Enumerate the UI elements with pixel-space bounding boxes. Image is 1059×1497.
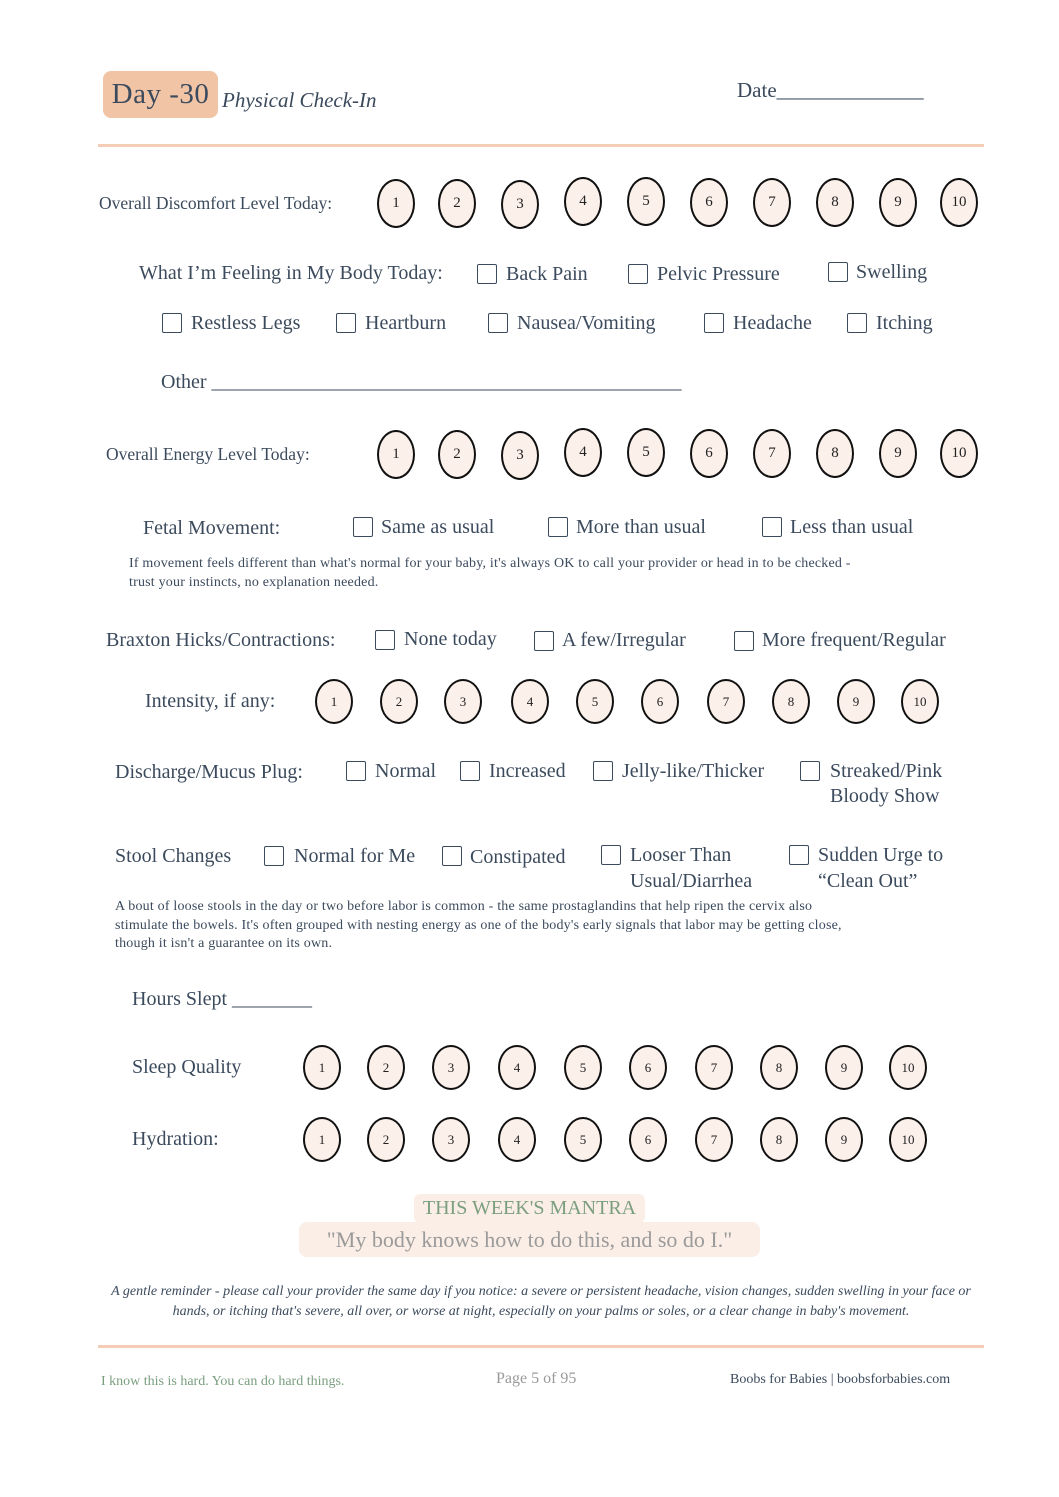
stool-constipated-label: Constipated: [470, 846, 566, 868]
discharge-jelly-checkbox[interactable]: [593, 761, 613, 781]
sleep-quality-option[interactable]: 10: [889, 1045, 927, 1090]
energy-option[interactable]: 2: [438, 430, 476, 479]
braxton-none-checkbox[interactable]: [375, 630, 395, 650]
fetal-same-label: Same as usual: [381, 516, 495, 538]
itching-label: Itching: [876, 312, 933, 334]
day-badge: Day -30: [103, 71, 218, 118]
headache-label: Headache: [733, 312, 812, 334]
footer-brand: Boobs for Babies | boobsforbabies.com: [730, 1372, 951, 1387]
swelling-label: Swelling: [856, 261, 928, 283]
hours-slept-field[interactable]: Hours Slept ________: [132, 988, 312, 1010]
intensity-option[interactable]: 2: [380, 679, 418, 724]
braxton-label: Braxton Hicks/Contractions:: [106, 629, 336, 651]
intensity-option[interactable]: 4: [511, 679, 549, 724]
stool-note-line-3: though it isn't a guarantee on its own.: [115, 936, 333, 951]
fetal-same-checkbox[interactable]: [353, 517, 373, 537]
braxton-none-label: None today: [404, 628, 497, 650]
stool-normal-checkbox[interactable]: [264, 846, 284, 866]
other-field[interactable]: Other _______________________________________________: [161, 371, 682, 393]
stool-urge-label: Sudden Urge to: [818, 844, 944, 866]
nausea-checkbox[interactable]: [488, 313, 508, 333]
energy-label: Overall Energy Level Today:: [106, 444, 310, 464]
stool-constipated-checkbox[interactable]: [442, 846, 462, 866]
sleep-quality-option[interactable]: 2: [367, 1045, 405, 1090]
intensity-option[interactable]: 5: [576, 679, 614, 724]
stool-looser-label-line-2: Usual/Diarrhea: [630, 870, 753, 892]
back-pain-checkbox[interactable]: [477, 264, 497, 284]
mantra-text: "My body knows how to do this, and so do I.": [299, 1222, 760, 1257]
stool-urge-checkbox[interactable]: [789, 845, 809, 865]
fetal-less-checkbox[interactable]: [762, 517, 782, 537]
intensity-option[interactable]: 9: [837, 679, 875, 724]
discomfort-option[interactable]: 6: [690, 178, 728, 227]
swelling-checkbox[interactable]: [828, 262, 848, 282]
braxton-frequent-checkbox[interactable]: [734, 631, 754, 651]
hydration-option[interactable]: 9: [825, 1117, 863, 1162]
hydration-option[interactable]: 10: [889, 1117, 927, 1162]
stool-label: Stool Changes: [115, 845, 232, 867]
pelvic-pressure-checkbox[interactable]: [628, 264, 648, 284]
date-field[interactable]: Date______________: [737, 78, 924, 102]
stool-note-line-1: A bout of loose stools in the day or two before labor is common - the same prostaglandins that help ripen the cervix also: [115, 899, 813, 914]
discharge-streaked-checkbox[interactable]: [800, 761, 820, 781]
discharge-increased-checkbox[interactable]: [460, 761, 480, 781]
discomfort-option[interactable]: 3: [501, 180, 539, 229]
discharge-normal-label: Normal: [375, 760, 437, 782]
hydration-option[interactable]: 4: [498, 1117, 536, 1162]
restless-legs-checkbox[interactable]: [162, 313, 182, 333]
sleep-quality-option[interactable]: 5: [564, 1045, 602, 1090]
hydration-option[interactable]: 7: [695, 1117, 733, 1162]
hydration-option[interactable]: 5: [564, 1117, 602, 1162]
stool-note-line-2: stimulate the bowels. It's often grouped with nesting energy as one of the body's early signals that labor may be getting close,: [115, 918, 842, 933]
intensity-option[interactable]: 3: [444, 679, 482, 724]
headache-checkbox[interactable]: [704, 313, 724, 333]
energy-option[interactable]: 5: [627, 428, 665, 477]
stool-urge-label-line-2: “Clean Out”: [818, 870, 918, 892]
footer-divider: [98, 1345, 984, 1348]
sleep-quality-option[interactable]: 1: [303, 1045, 341, 1090]
discharge-label: Discharge/Mucus Plug:: [115, 761, 303, 783]
discomfort-option[interactable]: 5: [627, 177, 665, 226]
intensity-option[interactable]: 10: [901, 679, 939, 724]
sleep-quality-option[interactable]: 8: [760, 1045, 798, 1090]
discharge-jelly-label: Jelly-like/Thicker: [622, 760, 765, 782]
mantra-heading: THIS WEEK'S MANTRA: [414, 1194, 645, 1223]
fetal-less-label: Less than usual: [790, 516, 914, 538]
energy-option[interactable]: 6: [690, 429, 728, 478]
fetal-note-line-2: trust your instincts, no explanation needed.: [129, 575, 379, 590]
discharge-increased-label: Increased: [489, 760, 566, 782]
energy-option[interactable]: 1: [377, 430, 415, 479]
discharge-streaked-label: Streaked/Pink: [830, 760, 943, 782]
page-number: Page 5 of 95: [496, 1370, 577, 1387]
heartburn-label: Heartburn: [365, 312, 447, 334]
sleep-quality-option[interactable]: 7: [695, 1045, 733, 1090]
pelvic-pressure-label: Pelvic Pressure: [657, 263, 780, 285]
page-subtitle: Physical Check-In: [222, 88, 377, 112]
sleep-quality-label: Sleep Quality: [132, 1056, 242, 1078]
intensity-option[interactable]: 1: [315, 679, 353, 724]
itching-checkbox[interactable]: [847, 313, 867, 333]
sleep-quality-option[interactable]: 4: [498, 1045, 536, 1090]
discomfort-option[interactable]: 7: [753, 178, 791, 227]
sleep-quality-option[interactable]: 9: [825, 1045, 863, 1090]
stool-normal-label: Normal for Me: [294, 845, 416, 867]
energy-option[interactable]: 10: [940, 429, 978, 478]
intensity-option[interactable]: 6: [641, 679, 679, 724]
heartburn-checkbox[interactable]: [336, 313, 356, 333]
restless-legs-label: Restless Legs: [191, 312, 301, 334]
fetal-more-label: More than usual: [576, 516, 706, 538]
stool-looser-checkbox[interactable]: [601, 845, 621, 865]
hydration-option[interactable]: 2: [367, 1117, 405, 1162]
discharge-streaked-label-line-2: Bloody Show: [830, 785, 940, 807]
braxton-few-checkbox[interactable]: [534, 631, 554, 651]
fetal-note-line-1: If movement feels different than what's normal for your baby, it's always OK to call your provider or head in to be checked -: [129, 556, 851, 571]
hydration-option[interactable]: 6: [629, 1117, 667, 1162]
hydration-option[interactable]: 8: [760, 1117, 798, 1162]
energy-option[interactable]: 4: [564, 428, 602, 477]
discomfort-option[interactable]: 4: [564, 177, 602, 226]
energy-option[interactable]: 3: [501, 431, 539, 480]
energy-option[interactable]: 8: [816, 429, 854, 478]
energy-option[interactable]: 7: [753, 429, 791, 478]
discharge-normal-checkbox[interactable]: [346, 761, 366, 781]
footer-encouragement: I know this is hard. You can do hard things.: [101, 1374, 345, 1389]
hydration-label: Hydration:: [132, 1128, 219, 1150]
sleep-quality-option[interactable]: 3: [432, 1045, 470, 1090]
back-pain-label: Back Pain: [506, 263, 588, 285]
discomfort-option[interactable]: 2: [438, 179, 476, 228]
hydration-option[interactable]: 1: [303, 1117, 341, 1162]
provider-reminder: A gentle reminder - please call your provider the same day if you notice: a severe or persistent headache, vision changes, sudden swelling in your face or hands, or itching that's severe, all over, or worse at night, especially on your palms or soles, or a clear change in baby's movement.: [111, 1284, 971, 1319]
discomfort-option[interactable]: 10: [940, 178, 978, 227]
sleep-quality-option[interactable]: 6: [629, 1045, 667, 1090]
discomfort-option[interactable]: 8: [816, 178, 854, 227]
energy-option[interactable]: 9: [879, 429, 917, 478]
stool-looser-label: Looser Than: [630, 844, 732, 866]
header-divider: [98, 144, 984, 147]
discomfort-label: Overall Discomfort Level Today:: [99, 193, 333, 213]
fetal-more-checkbox[interactable]: [548, 517, 568, 537]
fetal-movement-label: Fetal Movement:: [143, 517, 281, 539]
discomfort-option[interactable]: 1: [377, 179, 415, 228]
nausea-label: Nausea/Vomiting: [517, 312, 656, 334]
intensity-option[interactable]: 7: [707, 679, 745, 724]
feeling-label: What I’m Feeling in My Body Today:: [139, 262, 443, 284]
hydration-option[interactable]: 3: [432, 1117, 470, 1162]
braxton-few-label: A few/Irregular: [562, 629, 686, 651]
intensity-label: Intensity, if any:: [145, 690, 276, 712]
discomfort-option[interactable]: 9: [879, 178, 917, 227]
intensity-option[interactable]: 8: [772, 679, 810, 724]
braxton-frequent-label: More frequent/Regular: [762, 629, 946, 651]
